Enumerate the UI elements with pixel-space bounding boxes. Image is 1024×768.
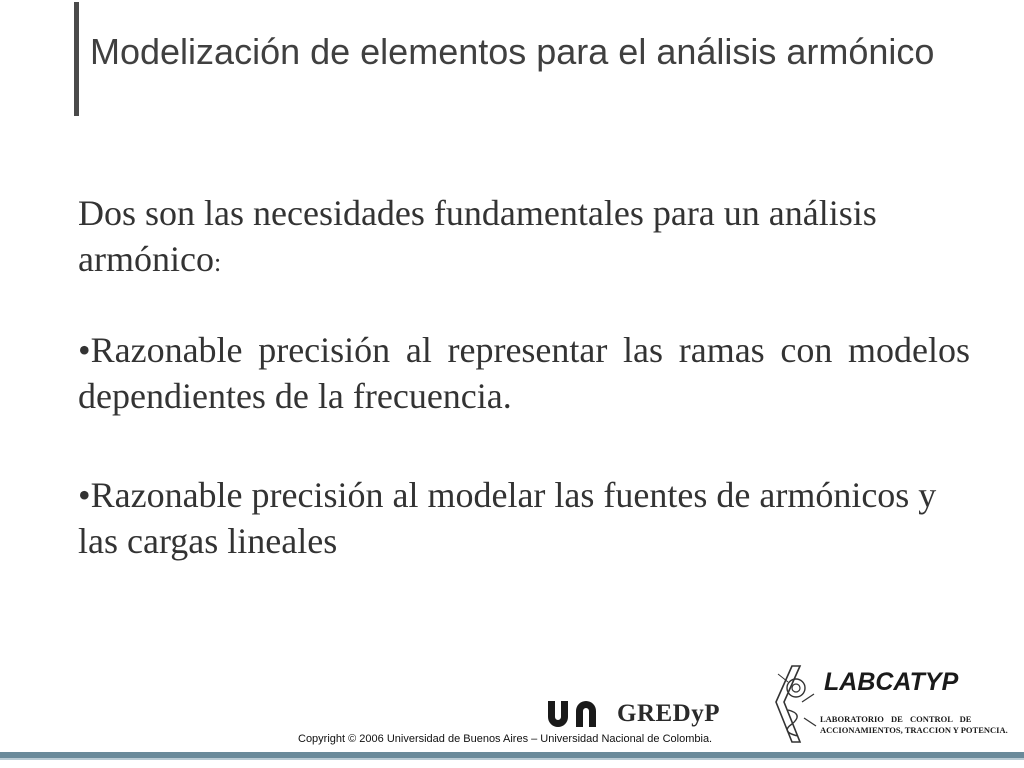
copyright-text: Copyright © 2006 Universidad de Buenos Aires – Universidad Nacional de Colombia. xyxy=(298,733,713,745)
gredyp-logo-text: GREDyP xyxy=(617,700,720,727)
intro-text: Dos son las necesidades fundamentales para un análisis armónico xyxy=(78,193,877,279)
un-logo-icon xyxy=(546,697,604,729)
labcatyp-subtitle-line1: LABORATORIO DE CONTROL DE xyxy=(820,714,972,724)
slide-title: Modelización de elementos para el análisis armónico xyxy=(90,31,935,72)
labcatyp-subtitle xyxy=(820,714,1008,736)
labcatyp-subtitle-line2: ACCIONAMIENTOS, TRACCION Y POTENCIA. xyxy=(820,725,1008,735)
title-accent-bar xyxy=(74,2,79,116)
labcatyp-emblem-icon xyxy=(770,662,820,746)
intro-paragraph xyxy=(78,190,970,286)
bullet-item: •Razonable precisión al representar las ramas con modelos dependientes de la frecuencia. xyxy=(78,330,970,416)
intro-colon: : xyxy=(213,248,222,277)
labcatyp-name: LABCATYP xyxy=(824,668,959,696)
footer-bar-highlight xyxy=(0,758,1024,760)
bullet-item: •Razonable precisión al modelar las fuentes de armónicos y las cargas lineales xyxy=(78,475,937,561)
